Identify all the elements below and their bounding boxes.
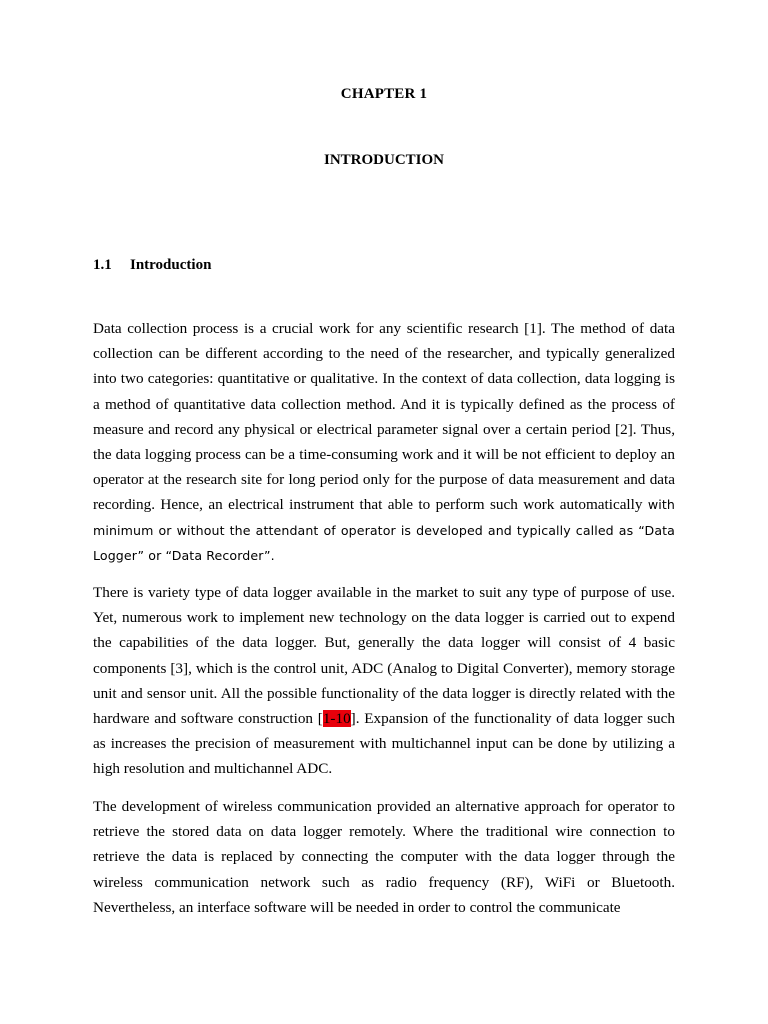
- paragraph-1: [93, 316, 675, 568]
- chapter-title: INTRODUCTION: [323, 152, 444, 168]
- paragraph-2-after: ]. Expansion of the functionality of data logger such as increases the precision of measurement with multichannel input can be done by utilizing a high resolution and multichannel ADC.: [93, 710, 675, 778]
- paragraph-3: The development of wireless communication provided an alternative approach for operator to retrieve the stored data on data logger remotely. Where the traditional wire connection to retrieve the data is replaced by connecting the computer with the data logger through the wireless communication network such as radio frequency (RF), WiFi or Bluetooth. Nevertheless, an interface software will be needed in order to control the communicate: [93, 798, 675, 916]
- paragraph-2: [93, 580, 675, 782]
- paragraph-1-tail: with minimum or without the attendant of operator is developed and typically called as “Data Logger” or “Data Recorder”.: [93, 497, 675, 563]
- paragraph-1-main: Data collection process is a crucial work for any scientific research [1]. The method of data collection can be different according to the need of the researcher, and typically generalized into two categories: quantitative or qualitative. In the context of data collection, data logging is a method of quantitative data collection method. And it is typically defined as the process of measure and record any physical or electrical parameter signal over a certain period [2]. Thus, the data logging process can be a time-consuming work and it will be not efficient to deploy an operator at the research site for long period only for the purpose of data measurement and data recording. Hence, an electrical instrument that able to perform such work automatically: [93, 320, 675, 514]
- citation-highlight[interactable]: 1-10: [322, 710, 351, 728]
- paragraph-2-before: There is variety type of data logger available in the market to suit any type of purpose of use. Yet, numerous work to implement new technology on the data logger is carried out to expend the capabilities of the data logger. But, generally the data logger will consist of 4 basic components [3], which is the control unit, ADC (Analog to Digital Converter), memory storage unit and sensor unit. All the possible functionality of the data logger is directly related with the hardware and software construction [: [93, 584, 675, 728]
- section-number: 1.1: [93, 257, 112, 273]
- section-title: Introduction: [130, 257, 212, 273]
- chapter-label: CHAPTER 1: [340, 86, 428, 102]
- section-heading: [93, 257, 211, 274]
